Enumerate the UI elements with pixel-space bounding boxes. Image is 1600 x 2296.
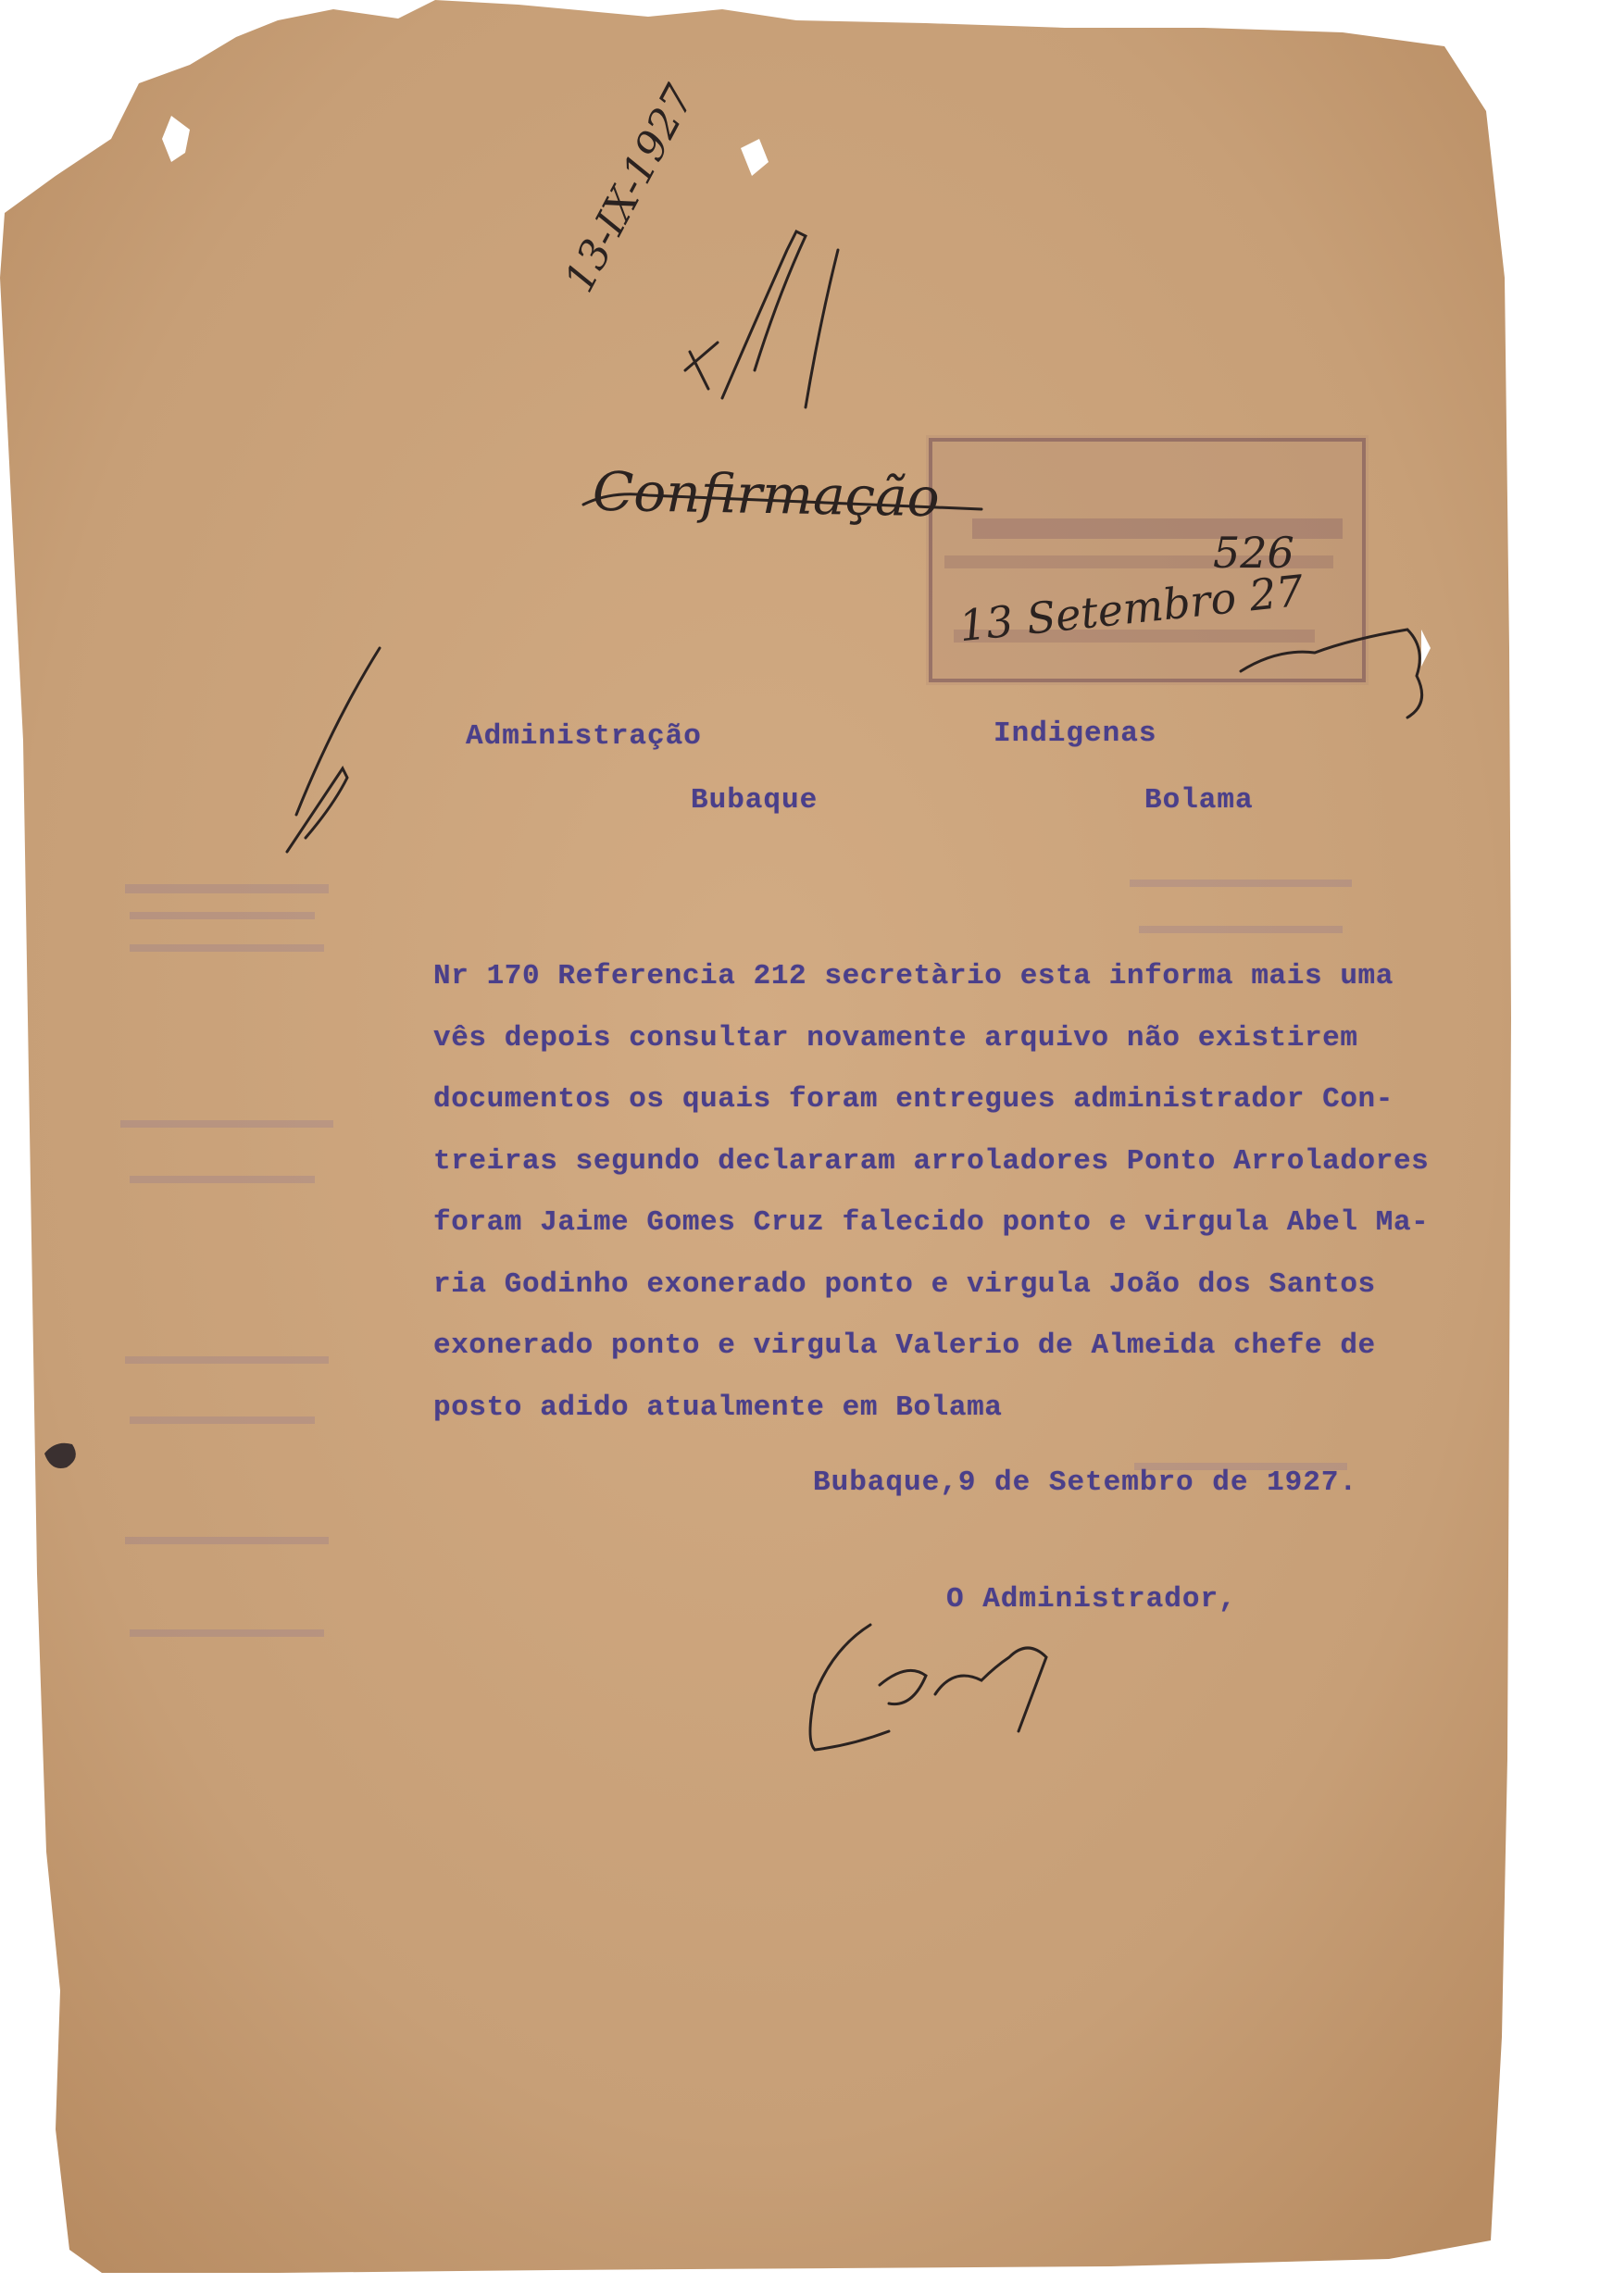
body-line: Nr 170 Referencia 212 secretàrio esta informa mais uma xyxy=(433,960,1394,992)
stamp-number: 526 xyxy=(1213,528,1294,578)
body-line: posto adido atualmente em Bolama xyxy=(433,1391,1003,1424)
telegram-body xyxy=(433,946,1517,1439)
body-line: treiras segundo declararam arroladores Ponto Arroladores xyxy=(433,1144,1430,1178)
header-bubaque: Bubaque xyxy=(691,784,819,817)
header-administration: Administração xyxy=(466,720,702,753)
place-date: Bubaque,9 de Setembro de 1927. xyxy=(813,1466,1358,1499)
body-line: ria Godinho exonerado ponto e virgula João dos Santos xyxy=(433,1267,1376,1301)
signatory-title: O Administrador, xyxy=(946,1583,1237,1616)
header-bolama: Bolama xyxy=(1144,784,1254,817)
body-line: documentos os quais foram entregues administrador Con- xyxy=(433,1083,1394,1116)
body-line: foram Jaime Gomes Cruz falecido ponto e virgula Abel Ma- xyxy=(433,1206,1430,1239)
header-indigenas: Indigenas xyxy=(994,718,1157,750)
body-line: vês depois consultar novamente arquivo não existirem xyxy=(433,1021,1358,1054)
handwritten-confirmation: Confirmação xyxy=(592,459,941,530)
handwritten-margin-date: 13-IX-1927 xyxy=(556,77,704,300)
stamp-date: 13 Setembro 27 xyxy=(956,565,1306,652)
body-line: exonerado ponto e virgula Valerio de Almeida chefe de xyxy=(433,1329,1376,1362)
